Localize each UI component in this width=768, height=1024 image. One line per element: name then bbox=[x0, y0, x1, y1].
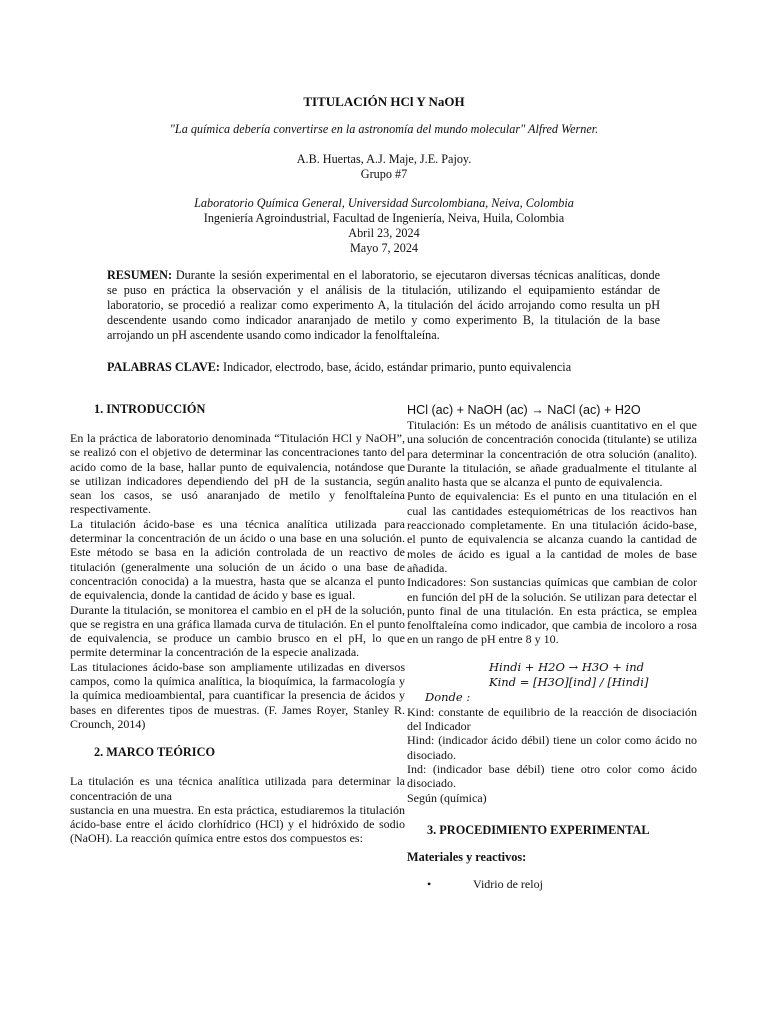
keywords-text: Indicador, electrodo, base, ácido, estándar primario, punto equivalencia bbox=[219, 360, 572, 374]
keywords bbox=[107, 360, 660, 375]
left-column bbox=[70, 402, 405, 846]
abstract bbox=[107, 268, 660, 343]
affiliation-lab: Laboratorio Química General, Universidad Surcolombiana, Neiva, Colombia bbox=[194, 196, 574, 210]
reaction-equation: HCl (ac) + NaOH (ac) → NaCl (ac) + H2O bbox=[407, 403, 641, 417]
segun-quimica: Según (química) bbox=[407, 790, 487, 805]
bullet-icon: • bbox=[427, 876, 432, 891]
section-heading-introduccion: 1. INTRODUCCIÓN bbox=[94, 402, 206, 416]
definition-hind: Hind: (indicador ácido débil) tiene un color como ácido no disociado. bbox=[407, 733, 697, 762]
intro-paragraph-3: Durante la titulación, se monitorea el cambio en el pH de la solución, que se registra en una gráfica llamada curva de titulación. En el punto de equivalencia, se produce un cambio brusco en el pH, lo que permite determinar la concentración de la especie analizada. bbox=[70, 602, 405, 660]
intro-paragraph-2: La titulación ácido-base es una técnica analítica utilizada para determinar la concentración de un ácido o una base en una solución. Este método se basa en la adición controlada de un reactivo de titulación (generalmente una solución de un ácido o una base de concentración conocida) a la muestra, hasta que se alcanza el punto de equivalencia, donde la cantidad de ácido y base es igual. bbox=[70, 516, 405, 603]
intro-paragraph-4: Las titulaciones ácido-base son ampliamente utilizadas en diversos campos, como la química analítica, la bioquímica, la farmacología y la química medioambiental, para cuantificar la presencia de ácidos y bases en diferentes tipos de muestras. (F. James Royer, Stanley R. Crounch, 2014) bbox=[70, 659, 405, 731]
equation-dissociation: Hindi + H2O → H3O + ind bbox=[489, 659, 644, 674]
marco-paragraph-1a: La titulación es una técnica analítica utilizada para determinar la concentración de una bbox=[70, 774, 405, 803]
section-heading-procedimiento: 3. PROCEDIMIENTO EXPERIMENTAL bbox=[427, 822, 650, 837]
definition-punto-equivalencia: Punto de equivalencia: Es el punto en una titulación en el cual las cantidades estequiométricas de los reactivos han reaccionado completamente. En una titulación ácido-base, el punto de equivalencia se alcanza cuando la cantidad de moles de ácido es igual a la cantidad de moles de base añadida. bbox=[407, 489, 697, 575]
equation-kind: Kind = [H3O][ind] / [Hindi] bbox=[489, 674, 649, 689]
materials-list-item bbox=[407, 877, 697, 892]
date-2: Mayo 7, 2024 bbox=[349, 241, 419, 255]
definition-kind: Kind: constante de equilibrio de la reacción de disociación del Indicador bbox=[407, 704, 697, 734]
affiliation-faculty: Ingeniería Agroindustrial, Facultad de Ingeniería, Neiva, Huila, Colombia bbox=[203, 211, 565, 225]
materials-heading: Materiales y reactivos: bbox=[407, 849, 527, 864]
intro-paragraph-1: En la práctica de laboratorio denominada “Titulación HCl y NaOH”, se realizó con el objetivo de determinar las concentraciones tanto del acido como de la base, hallar punto de equivalencia, notándose que se utilizan indicadores dependiendo del pH de la sustancia, según sean los casos, se usó anaranjado de metilo y fenolftaleína respectivamente. bbox=[70, 431, 405, 517]
definition-titulacion: Titulación: Es un método de análisis cuantitativo en el que una solución de concentración conocida (titulante) se utiliza para determinar la concentración de otra solución (analito). Durante la titulación, se añade gradualmente el titulante al analito hasta que se alcanza el punto de equivalencia. bbox=[407, 418, 697, 490]
material-vidrio-de-reloj: Vidrio de reloj bbox=[473, 876, 543, 891]
group-number: Grupo #7 bbox=[360, 167, 408, 181]
paper-title: TITULACIÓN HCl Y NaOH bbox=[303, 94, 465, 109]
authors: A.B. Huertas, A.J. Maje, J.E. Pajoy. bbox=[296, 152, 472, 166]
epigraph-quote: "La química debería convertirse en la astronomía del mundo molecular" Alfred Werner. bbox=[169, 122, 599, 136]
definition-indicadores: Indicadores: Son sustancias químicas que cambian de color en función del pH de la solución. Se utilizan para detectar el punto final de una titulación. En esta práctica, se emplea fenolftaleína como indicador, que cambia de incoloro a rosa en un rango de pH entre 8 y 10. bbox=[407, 575, 697, 647]
right-column bbox=[407, 403, 697, 892]
marco-paragraph-1b: sustancia en una muestra. En esta práctica, estudiaremos la titulación ácido-base entre el ácido clorhídrico (HCl) y el hidróxido de sodio (NaOH). La reacción química entre estos dos compuestos es: bbox=[70, 802, 405, 846]
keywords-label: PALABRAS CLAVE: bbox=[107, 360, 220, 374]
definition-ind: Ind: (indicador base débil) tiene otro color como ácido disociado. bbox=[407, 761, 697, 791]
date-1: Abril 23, 2024 bbox=[348, 226, 420, 240]
abstract-text: Durante la sesión experimental en el laboratorio, se ejecutaron diversas técnicas analíticas, donde se puso en práctica la observación y el análisis de la titulación, utilizando el equipamiento estándar de laboratorio, se procedió a realizar como experimento A, la titulación del ácido arrojando como resulta un pH descendente usando como indicador anaranjado de metilo y como experimento B, la titulación de la base arrojando un pH ascendente usando como indicador la fenolftaleína. bbox=[107, 268, 660, 342]
donde-label: Donde : bbox=[425, 689, 471, 704]
section-heading-marco-teorico: 2. MARCO TEÓRICO bbox=[94, 745, 216, 760]
abstract-label: RESUMEN: bbox=[107, 268, 173, 282]
